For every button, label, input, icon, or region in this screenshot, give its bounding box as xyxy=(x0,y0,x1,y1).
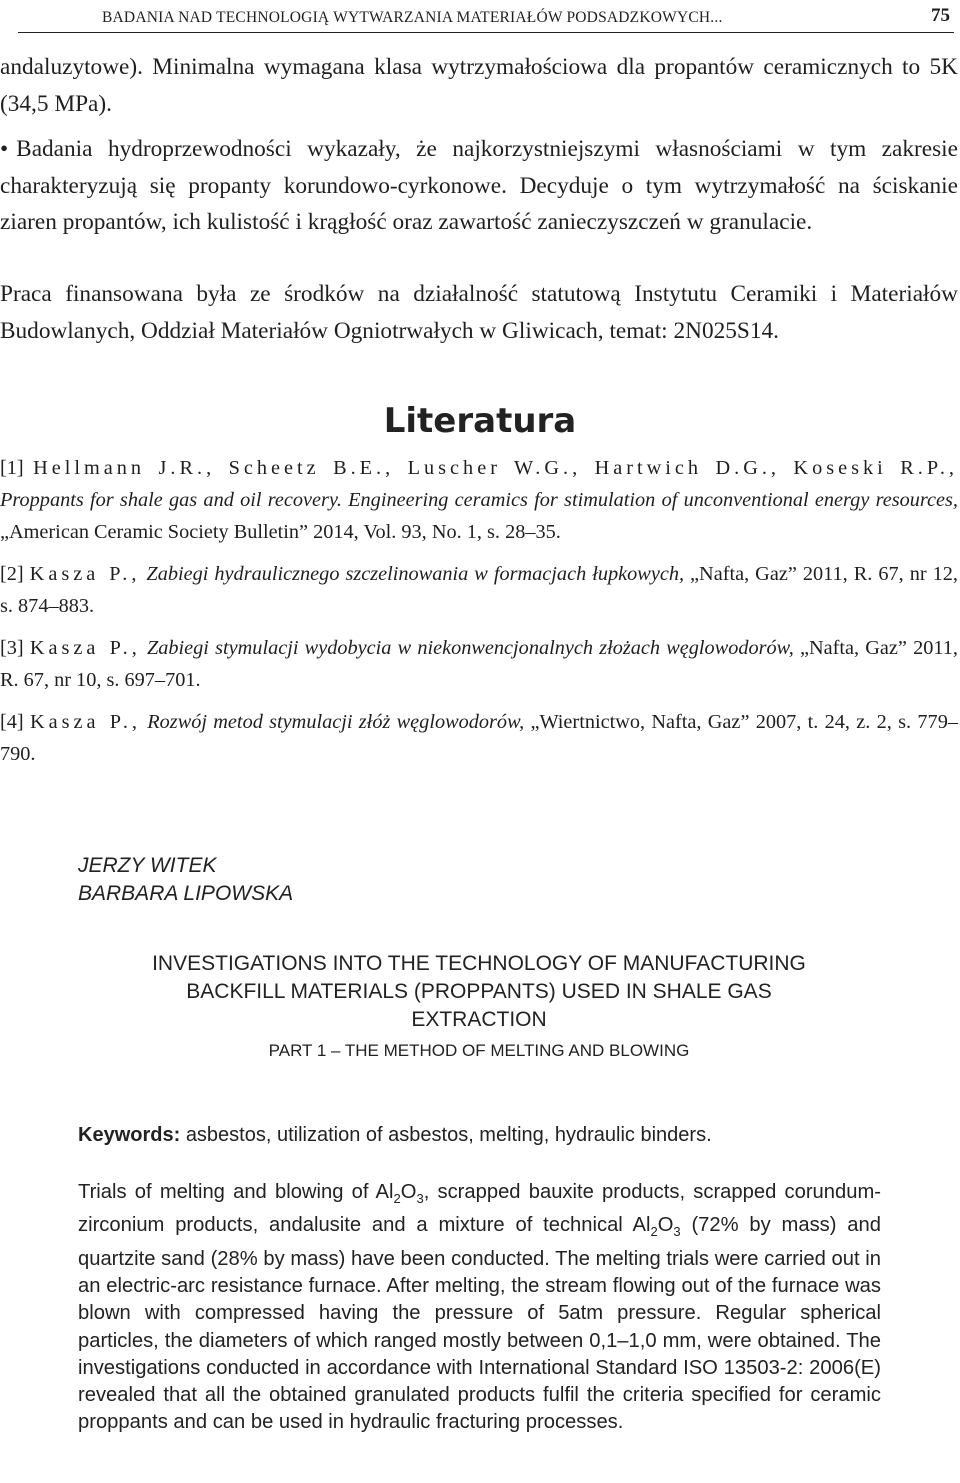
english-abstract xyxy=(78,1179,881,1437)
bullet-mark: • xyxy=(0,136,9,162)
subscript: 2 xyxy=(650,1224,658,1240)
keywords-line xyxy=(78,1124,712,1147)
bullet-paragraph-text: Badania hydroprzewodności wykazały, że najkorzystniejszymi własnościami w tym zakresie charakteryzują się propanty korundowo-cyrkonowe. Decyduje o tym wytrzymałość na ściskanie ziaren propantów, ich kulistość i krągłość oraz zawartość zanieczyszczeń w granulacie. xyxy=(0,136,958,235)
reference-number: [3] xyxy=(0,637,24,659)
abstract-text: (72% by mass) and quartzite sand (28% by mass) have been conducted. The melting trials were carried out in an electric-arc resistance furnace. After melting, the stream flowing out of the furnace was blown with compressed having the pressure of 5atm pressure. Regular spherical particles, the diameters of which ranged mostly between 0,1–1,0 mm, were obtained. The investigations conducted in accordance with International Standard ISO 13503-2: 2006(E) revealed that all the obtained granulated products fulfil the criteria specified for ceramic proppants and can be used in hydraulic fracturing processes. xyxy=(78,1214,881,1434)
reference-authors: Hellmann J.R., Scheetz B.E., Luscher W.G., Hartwich D.G., Koseski R.P., xyxy=(33,457,958,479)
reference-source: „Nafta, Gaz” 2011, R. 67, nr 10, s. 697–701. xyxy=(0,637,959,691)
running-header-title: BADANIA NAD TECHNOLOGIĄ WYTWARZANIA MATERIAŁÓW PODSADZKOWYCH... xyxy=(102,9,723,26)
reference-item xyxy=(0,452,958,548)
english-title-line: BACKFILL MATERIALS (PROPPANTS) USED IN SHALE GAS xyxy=(186,980,772,1003)
reference-number: [4] xyxy=(0,711,24,733)
english-subtitle: PART 1 – THE METHOD OF MELTING AND BLOWING xyxy=(268,1041,690,1060)
abstract-text: O xyxy=(400,1181,417,1203)
english-authors xyxy=(78,852,293,908)
english-title xyxy=(0,950,958,1034)
reference-list xyxy=(0,452,958,780)
reference-title: Zabiegi stymulacji wydobycia w niekonwencjonalnych złożach węglowodorów, xyxy=(146,637,794,659)
abstract-text: , scrapped bauxite products, scrapped corundum-zirconium products, andalusite and a mixture of technical Al xyxy=(78,1181,881,1237)
author-name: BARBARA LIPOWSKA xyxy=(78,882,294,905)
keywords-label: Keywords: xyxy=(78,1124,181,1146)
reference-item xyxy=(0,632,958,696)
funding-paragraph: Praca finansowana była ze środków na działalność statutową Instytutu Ceramiki i Materiałów Budowlanych, Oddział Materiałów Ogniotrwałych w Gliwicach, temat: 2N025S14. xyxy=(0,281,958,344)
abstract-text: O xyxy=(657,1214,674,1237)
reference-title: Rozwój metod stymulacji złóż węglowodorów, xyxy=(147,711,525,733)
subscript: 3 xyxy=(673,1224,681,1240)
reference-authors: Kasza P., xyxy=(29,711,141,733)
page-number: 75 xyxy=(931,5,950,26)
english-title-line: INVESTIGATIONS INTO THE TECHNOLOGY OF MANUFACTURING xyxy=(152,952,806,975)
reference-source: „Wiertnictwo, Nafta, Gaz” 2007, t. 24, z. 2, s. 779–790. xyxy=(0,711,958,765)
subscript: 2 xyxy=(393,1191,401,1207)
keywords-text: asbestos, utilization of asbestos, melting, hydraulic binders. xyxy=(185,1124,712,1146)
abstract-text: Trials of melting and blowing of Al xyxy=(78,1181,394,1203)
literature-heading: Literatura xyxy=(383,401,577,441)
reference-authors: Kasza P., xyxy=(29,563,141,585)
author-name: JERZY WITEK xyxy=(78,854,217,877)
reference-item xyxy=(0,706,958,770)
bullet-paragraph-hydroprzewodnosc xyxy=(0,131,958,241)
reference-title: Zabiegi hydraulicznego szczelinowania w formacjach łupkowych, xyxy=(146,563,685,585)
reference-number: [1] xyxy=(0,457,24,479)
running-header xyxy=(18,6,954,33)
reference-number: [2] xyxy=(0,563,24,585)
reference-item xyxy=(0,558,958,622)
reference-source: „Nafta, Gaz” 2011, R. 67, nr 12, s. 874–883. xyxy=(0,563,958,617)
english-title-line: EXTRACTION xyxy=(411,1008,547,1031)
paragraph-andaluzytowe: andaluzytowe). Minimalna wymagana klasa wytrzymałościowa dla propantów ceramicznych to 5K (34,5 MPa). xyxy=(0,54,958,117)
reference-source: „American Ceramic Society Bulletin” 2014, Vol. 93, No. 1, s. 28–35. xyxy=(0,521,561,543)
reference-authors: Kasza P., xyxy=(29,637,141,659)
reference-title: Proppants for shale gas and oil recovery. Engineering ceramics for stimulation of unconventional energy resources, xyxy=(0,489,958,511)
subscript: 3 xyxy=(416,1191,424,1207)
